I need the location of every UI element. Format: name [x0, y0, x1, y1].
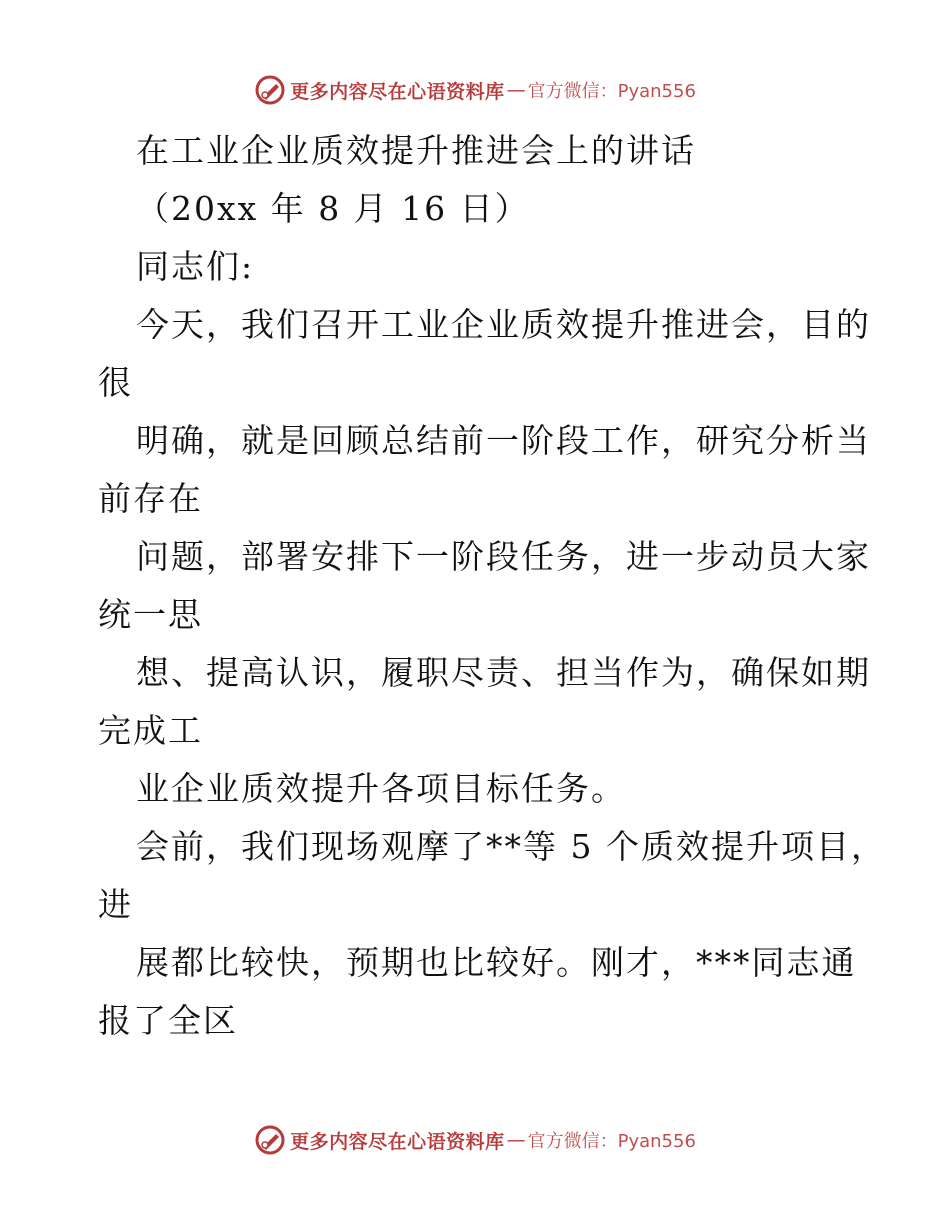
paragraph-line: 明确，就是回顾总结前一阶段工作，研究分析当: [136, 421, 871, 460]
pen-logo-icon: [254, 1124, 286, 1156]
document-title: 在工业企业质效提升推进会上的讲话: [136, 131, 696, 170]
paragraph-line: 报了全区: [98, 1001, 238, 1040]
footer-banner-subtext: 官方微信：Pyan556: [527, 1131, 696, 1152]
footer-banner-text: 更多内容尽在心语资料库: [290, 1130, 505, 1153]
header-banner-separator: —: [506, 79, 526, 101]
document-body: [98, 122, 886, 1050]
header-banner-text: 更多内容尽在心语资料库: [290, 80, 505, 103]
paragraph-line: 业企业质效提升各项目标任务。: [136, 769, 626, 808]
paragraph-line: 完成工: [98, 711, 203, 750]
paragraph-line: 很: [98, 363, 133, 402]
footer-banner-separator: —: [506, 1129, 526, 1151]
paragraph-line: 统一思: [98, 595, 203, 634]
paragraph-line: 今天，我们召开工业企业质效提升推进会，目的: [136, 305, 871, 344]
document-date: （20xx 年 8 月 16 日）: [136, 189, 530, 228]
paragraph-line: 问题，部署安排下一阶段任务，进一步动员大家: [136, 537, 871, 576]
header-banner: [0, 70, 950, 110]
footer-banner: [0, 1120, 950, 1160]
paragraph-line: 前存在: [98, 479, 203, 518]
paragraph-line: 想、提高认识，履职尽责、担当作为，确保如期: [136, 653, 871, 692]
header-banner-subtext: 官方微信：Pyan556: [527, 81, 696, 102]
paragraph-line: 会前，我们现场观摩了**等 5 个质效提升项目，: [136, 827, 886, 866]
pen-logo-icon: [254, 74, 286, 106]
paragraph-line: 展都比较快，预期也比较好。刚才，***同志通: [136, 943, 857, 982]
salutation: 同志们:: [136, 247, 255, 286]
paragraph-line: 进: [98, 885, 133, 924]
